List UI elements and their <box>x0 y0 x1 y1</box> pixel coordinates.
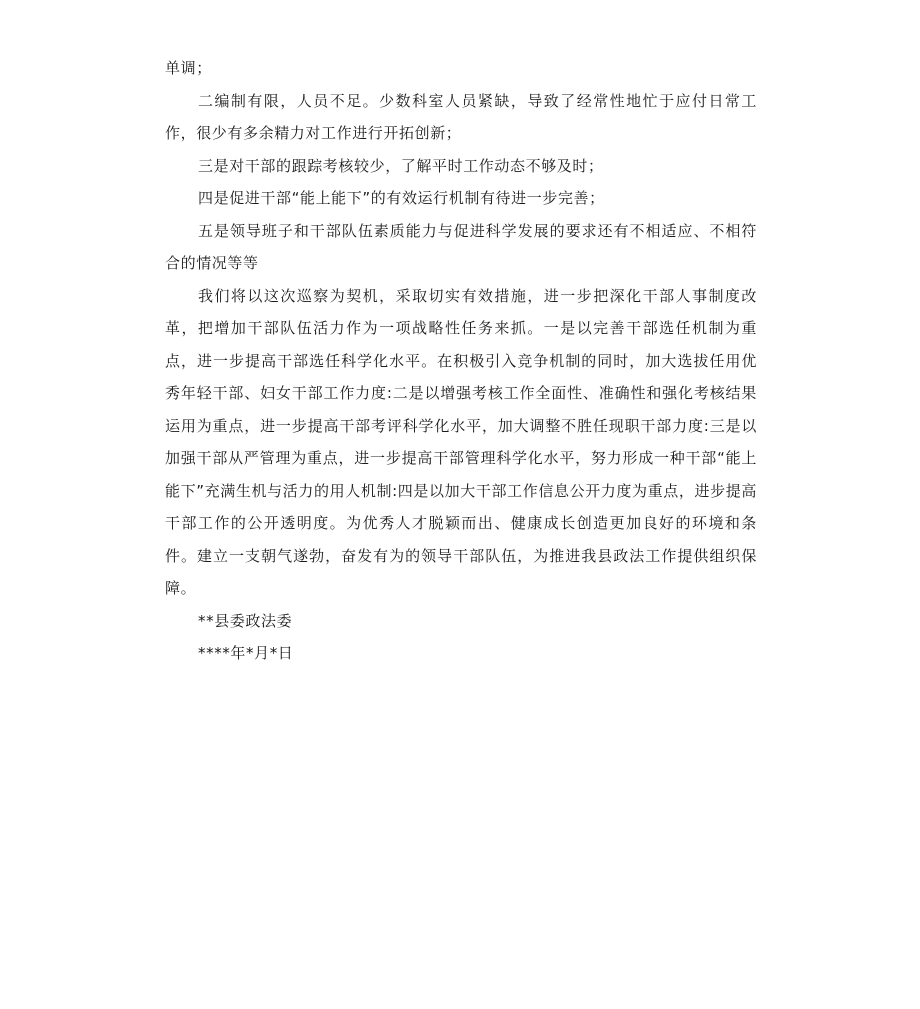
paragraph-point-two: 二编制有限，人员不足。少数科室人员紧缺，导致了经常性地忙于应付日常工作，很少有多余精力对工作进行开拓创新； <box>165 91 757 142</box>
signature-date: ****年*月*日 <box>198 644 294 662</box>
document-body <box>165 52 757 670</box>
paragraph-point-five: 五是领导班子和干部队伍素质能力与促进科学发展的要求还有不相适应、不相符合的情况等等 <box>165 221 757 272</box>
paragraph-continuation: 单调； <box>165 59 212 77</box>
paragraph-point-three: 三是对干部的跟踪考核较少，了解平时工作动态不够及时； <box>198 156 604 175</box>
signature-organization: **县委政法委 <box>198 611 293 630</box>
paragraph-measures: 我们将以这次巡察为契机，采取切实有效措施，进一步把深化干部人事制度改革，把增加干部队伍活力作为一项战略性任务来抓。一是以完善干部选任机制为重点，进一步提高干部选任科学化水平。在积极引入竞争机制的同时，加大选拔任用优秀年轻干部、妇女干部工作力度:二是以增强考核工作全面性、准确性和强化考核结果运用为重点，进一步提高干部考评科学化水平，加大调整不胜任现职干部力度:三是以加强干部从严管理为重点，进一步提高干部管理科学化水平，努力形成一种干部“能上能下”充满生机与活力的用人机制:四是以加大干部工作信息公开力度为重点，进步提高干部工作的公开透明度。为优秀人才脱颖而出、健康成长创造更加良好的环境和条件。建立一支朝气遂勃，奋发有为的领导干部队伍，为推进我县政法工作提供组织保障。 <box>165 286 757 597</box>
paragraph-point-four: 四是促进干部“能上能下”的有效运行机制有待进一步完善； <box>198 189 605 207</box>
